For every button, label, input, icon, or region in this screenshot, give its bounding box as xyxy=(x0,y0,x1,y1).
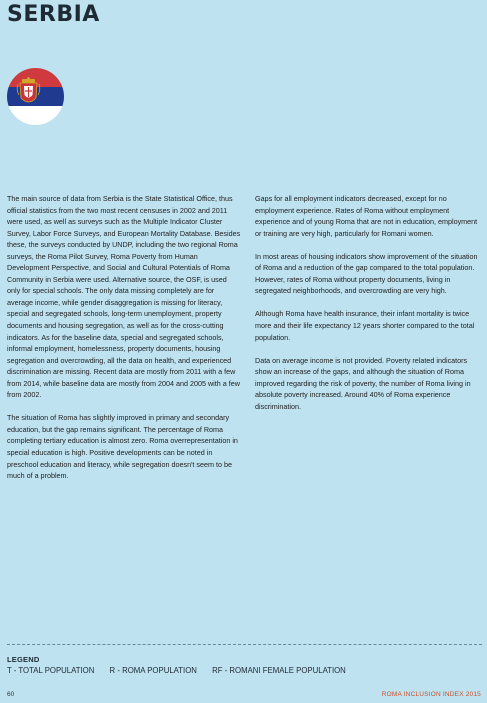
legend-item-total: T - TOTAL POPULATION xyxy=(7,666,95,675)
legend-item-romani-female: RF - ROMANI FEMALE POPULATION xyxy=(212,666,346,675)
paragraph: The main source of data from Serbia is the State Statistical Office, thus official statistics from the two most recent censuses in 2002 and 2011 were used, as well as surveys such as the Multiple Indicator Cluster Survey, Labor Force Surveys, and European Mortality Database. Besides these, the surveys conducted by UNDP, including the two regional Roma surveys, the Roma Pilot Survey, Roma Poverty from Human Development Perspective, and Social and Cultural Potentials of Roma Community in Serbia were used. Alternative source, the OSF, is used only for special schools. The only data missing completely are for average income, while gender disaggregation is missing for literacy, special and segregated schools, long-term unemployment, property documents and housing segregation, as well as for the cross-cutting indicators. As for the baseline data, special and segregated schools, informal employment, homelessness, property documents, housing segregation and overcrowding, all the data on health, and experienced discrimination are missing. Recent data are mostly from 2011 with a few from 2014, while baseline data are mostly from 2004 and 2005 with a few from 2002. xyxy=(7,194,241,400)
legend-heading: LEGEND xyxy=(7,655,40,664)
report-name: ROMA INCLUSION INDEX 2015 xyxy=(381,691,481,698)
left-text-column xyxy=(7,193,241,493)
serbia-flag-icon xyxy=(7,68,64,125)
paragraph: Gaps for all employment indicators decreased, except for no employment experience. Rates of Roma without employment experience and of young Roma that are not in education, employment or training are very high, particularly for Romani women. xyxy=(255,194,478,238)
paragraph: The situation of Roma has slightly improved in primary and secondary education, but the gap remains significant. The percentage of Roma completing tertiary education is almost zero. Roma overrepresentation in special education is high. Positive developments can be noted in preschool education and literacy, while segregation doesn't seem to be much of a problem. xyxy=(7,413,238,481)
page-title: SERBIA xyxy=(7,2,100,27)
paragraph: Data on average income is not provided. Poverty related indicators show an increase of the gaps, and although the situation of Roma improved regarding the risk of poverty, the number of Roma living in absolute poverty increased. Around 40% of Roma experience discrimination. xyxy=(255,355,471,411)
page-number: 60 xyxy=(7,691,15,698)
right-text-column xyxy=(255,193,483,424)
paragraph: In most areas of housing indicators show improvement of the situation of Roma and a reduction of the gap compared to the total population. However, rates of Roma without property documents, living in segregated neighborhoods, and overcrowding are very high. xyxy=(255,251,478,296)
legend-item-roma: R - ROMA POPULATION xyxy=(109,666,197,675)
legend xyxy=(7,666,359,675)
legend-divider xyxy=(7,644,482,645)
paragraph: Although Roma have health insurance, their infant mortality is twice more and their life expectancy 12 years shorter compared to the total population. xyxy=(255,309,475,342)
